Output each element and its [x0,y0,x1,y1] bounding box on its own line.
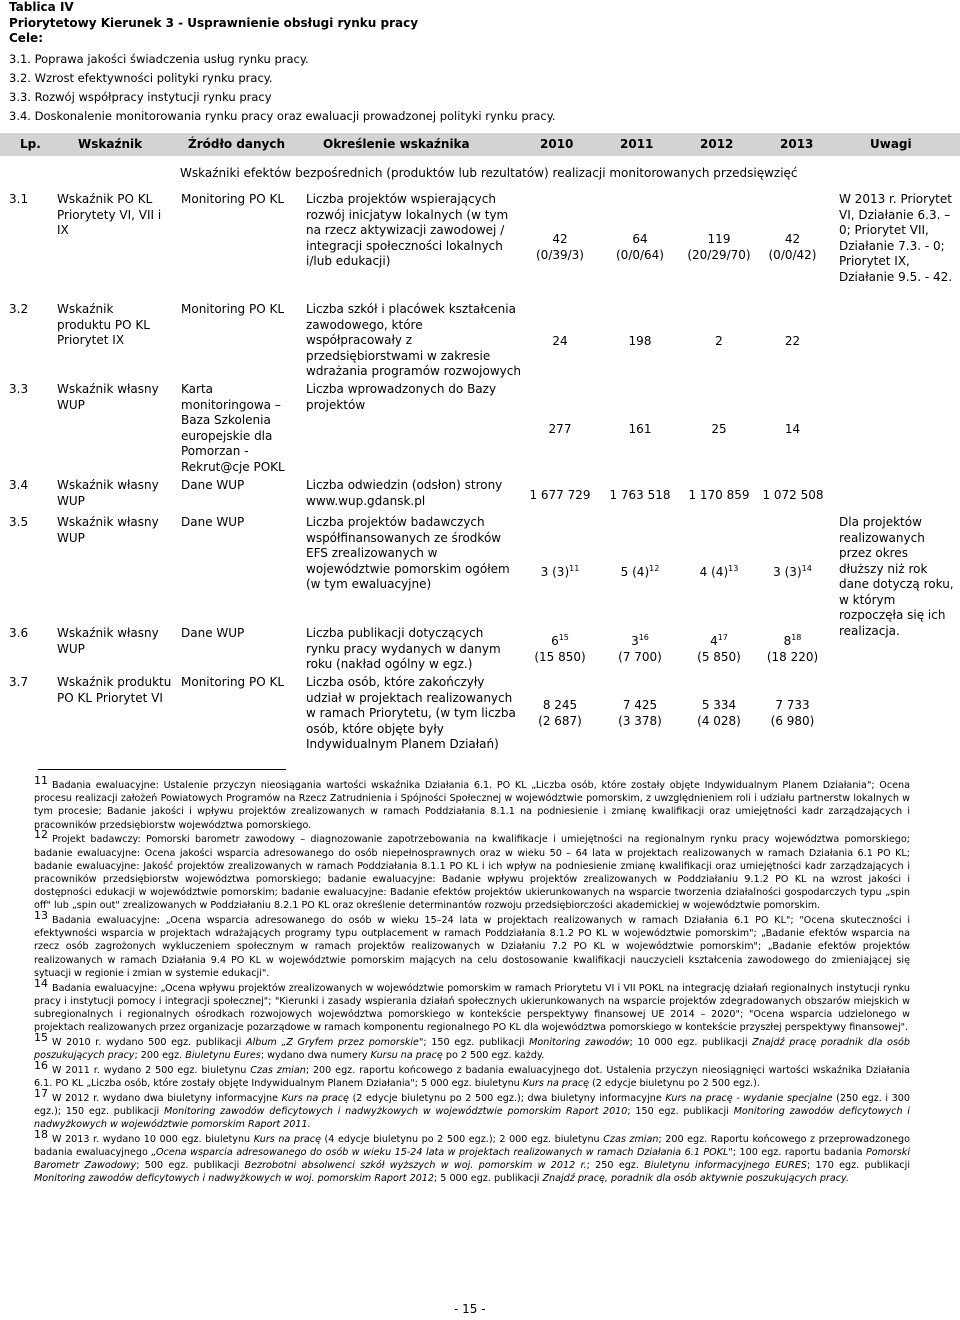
footnote-text: ; 170 egz. publikacji [806,1160,910,1172]
footnote-title: Kurs na pracę [522,1077,590,1089]
footnote-text: W 2010 r. wydano 500 egz. publikacji [52,1036,247,1048]
footnote-title: Kurs na pracę [253,1133,321,1145]
row-definition: Liczba szkół i placówek kształcenia zawodowego, które współpracowały z przedsiębiorstwami w zakresie wdrażania programów rozwojowych [306,302,521,378]
footnote-ref: 18 [791,633,802,642]
value-2011: 64 (0/0/64) [616,232,664,262]
footnote-ref: 14 [801,564,812,573]
value-2010: 1 677 729 [529,488,591,502]
value-2010: 277 [548,422,572,436]
footnote [34,909,910,980]
value-2012: 25 [711,422,727,436]
row-note: Dla projektów realizowanych przez okres dłuższy niż rok dane dotyczą roku, w którym rozpoczęła się ich realizacja. [839,515,954,638]
footnote [34,1030,910,1062]
footnote-title: „Ocena wsparcia adresowanego do osób w wieku 15-24 lata w projektach realizowanych w ramach Działania 6.1 POKL" [151,1146,733,1158]
footnote-title: Kurs na pracę [281,1092,349,1104]
row-definition: Liczba osób, które zakończyły udział w projektach realizowanych w ramach Priorytetu, (w tym liczba osób, które objęte były Indywidualnym Planem Działań) [306,675,516,751]
value-2011: 5 $(4)^{12}$ [620,564,660,579]
value-2011: $3^{16}$ (7 700) [618,633,662,664]
row-source: Karta monitoringowa – Baza Szkolenia europejskie dla Pomorzan - Rekrut@cje POKL [181,382,285,474]
footnote-title: Monitoring zawodów [529,1036,630,1048]
footnote-number: 11 [34,774,48,787]
value-2011: 198 [628,334,652,348]
row-source: Dane WUP [181,515,245,529]
value-2012: 119 (20/29/70) [687,232,751,262]
footnote-title: Monitoring zawodów deficytowych i nadwyżkowych w woj. pomorskim Raport 2012 [34,1173,435,1185]
value-2010: 8 245 (2 687) [538,698,582,728]
value-2010: 42 (0/39/3) [536,232,584,262]
goal-item: 3.2. Wzrost efektywności polityki rynku pracy. [9,70,273,85]
footnote-title: Pomorski Barometr Zawodowy [34,1146,910,1172]
col-header-2012: 2012 [700,137,734,151]
col-header-2013: 2013 [780,137,814,151]
footnote-text: ; 10 000 egz. publikacji [629,1036,753,1048]
row-source: Dane WUP [181,626,245,640]
footnote-text: ; 250 egz. [586,1160,645,1172]
table-title: Tablica IV [9,0,74,14]
footnote [34,1058,910,1090]
row-indicator: Wskaźnik własny WUP [57,515,159,545]
row-lp: 3.2 [9,302,29,316]
value-2013: 14 [784,422,801,436]
value-2010: 3 $(3)^{11}$ [540,564,580,579]
footnote-title: Czas zmian [603,1133,659,1145]
footnote-text: Badania ewaluacyjne: Ustalenie przyczyn nieosiągania wartości wskaźnika Działania 6.1. PO KL „Liczba osób, które zostały objęte Indywidualnym Planem Działania"; Ocena procesu realizacji założeń Powiatowych Programów na Rzecz Zatrudnienia i Spójności Społecznej w województwie pomorskim, z uwzględnieniem roli i udziału partnerstw lokalnych w tym procesie; Badanie jakości i wpływu projektów zrealizowanych w ramach Poddziałania 8.1.1 na podniesienie i zmianę kwalifikacji oraz umiejętności kadr zarządzających i pracowników przedsiębiorstw województwa pomorskiego. [34,780,910,831]
row-lp: 3.7 [9,675,29,689]
footnote-text: ; 150 egz. publikacji [627,1105,734,1117]
footnote-text: ; 100 egz. raportu badania [732,1146,866,1158]
footnote [34,774,910,832]
goals-list [9,50,949,126]
row-source: Monitoring PO KL [181,302,285,316]
footnote-title: Bezrobotni absolwenci szkół wyższych w woj. pomorskim w 2012 r. [244,1160,587,1172]
document-heading [9,0,949,126]
col-header-2010: 2010 [540,137,574,151]
row-lp: 3.3 [9,382,29,396]
footnote-separator [38,769,286,770]
col-header-definition: Określenie wskaźnika [323,137,470,151]
footnote-text: ; 200 egz. raportu końcowego z badania ewaluacyjnego dot. Ustalenia przyczyn nieosiągnięci wartości wskaźnika Działania 6.1. PO KL „Liczba osób, które zostały objęte Indywidualnym Planem Działania"; 5 000 egz. biuletynu [34,1064,910,1089]
footnote-ref: 17 [717,633,728,642]
row-definition: Liczba wprowadzonych do Bazy projektów [306,382,497,412]
footnote [34,976,910,1035]
footnote-title: Biuletynu Eures [185,1050,261,1062]
row-definition: Liczba projektów badawczych współfinansowanych ze środków EFS zrealizowanych w województwie pomorskim ogółem (w tym ewaluacyjne) [306,515,510,591]
goal-item: 3.3. Rozwój współpracy instytucji rynku pracy [9,89,272,104]
footnote-text: (2 edycje biuletynu po 2 500 egz.); dwa biuletyny informacyjne [348,1092,666,1104]
footnote-text: ; 500 egz. publikacji [136,1160,245,1172]
row-indicator: Wskaźnik produktu PO KL Priorytet IX [57,302,150,347]
footnote-text: ; 200 egz. [134,1050,186,1062]
value-2012: 1 170 859 [688,488,750,502]
footnote-text: po 2 500 egz. każdy. [442,1050,545,1062]
value-2010: 24 [552,334,568,348]
footnote [34,828,910,912]
value-2011: 161 [628,422,652,436]
goal-item: 3.4. Doskonalenie monitorowania rynku pracy oraz ewaluacji prowadzonej polityki rynku pracy. [9,108,556,123]
footnote-text: Badania ewaluacyjne: „Ocena wpływu projektów zrealizowanych w województwie pomorskim w ramach Priorytetu VI i VII POKL na integrację działań regionalnych instytucji rynku pracy i instytucji pomocy i integracji społecznej"; "Kierunki i zasady wspierania działań społecznych ukierunkowanych na wsparcie projektów zdegradowanych obszarów miejskich w subregionalnych i regionalnych ośrodkach rozwojowych województwa pomorskiego w kontekście perspektywy finansowej UE 2014 – 2020"; "Ocena wsparcia udzielonego w projektach realizowanych przez organizacje pozarządowe w ramach komponentu regionalnego PO KL dla województwa pomorskiego w kontekście przyszłej perspektywy finansowej". [34,982,910,1034]
footnote-text: (2 edycje biuletynu po 2 500 egz.). [589,1077,760,1089]
footnote-title: Biuletynu informacyjnego EURES [644,1160,807,1172]
value-2012: $4^{17}$ (5 850) [697,633,741,664]
row-lp: 3.5 [9,515,29,529]
footnote-title: Czas zmian [250,1064,306,1076]
footnote-text: ; wydano dwa numery [260,1050,371,1062]
value-2012: 4 $(4)^{13}$ [699,564,739,579]
goal-item: 3.1. Poprawa jakości świadczenia usług rynku pracy. [9,51,309,66]
footnote-title: Monitoring zawodów deficytowych i nadwyżkowych w województwie pomorskim Raport 2011. [34,1105,910,1131]
footnotes [34,774,910,1186]
value-2013: $8^{18}$ (18 220) [766,633,819,664]
footnote-title: Kurs na pracę - wydanie specjalne [665,1092,833,1104]
footnote-number: 16 [34,1058,48,1072]
row-definition: Liczba odwiedzin (odsłon) strony www.wup.gdansk.pl [306,478,503,508]
footnote-title: Kursu na pracę [370,1050,443,1062]
row-lp: 3.1 [9,192,29,206]
footnote-number: 12 [34,828,48,842]
row-source: Dane WUP [181,478,245,492]
value-2013: 1 072 508 [762,488,824,502]
footnote-ref: 15 [558,633,569,642]
footnote-title: Album „Z Gryfem przez pomorskie" [246,1036,424,1048]
col-header-lp: Lp. [20,137,41,151]
col-header-notes: Uwagi [870,137,912,151]
row-lp: 3.6 [9,626,29,640]
footnote-title: Monitoring zawodów deficytowych i nadwyżkowych w województwie pomorskim Raport 2010 [164,1105,628,1117]
value-2013: 42 (0/0/42) [768,232,817,262]
footnote-text: Projekt badawczy: Pomorski barometr zawodowy – diagnozowanie zapotrzebowania na kwalifikacje i umiejętności na regionalnym rynku pracy województwa pomorskiego; badanie ewaluacyjne: Ocena jakości wsparcia adresowanego do osób niepełnosprawnych oraz w wieku 50 – 64 lata w projektach realizowanych w ramach Działania 6.1 PO KL; badanie ewaluacyjne: Jakość projektów zrealizowanych w ramach Poddziałania 8.1.1 PO KL i ich wpływ na podniesienie zmianę kwalifikacji oraz umiejętności kadr zarządzających i pracowników przedsiębiorstw województwa pomorskiego; badanie ewaluacyjne: Badanie wpływu projektów zrealizowanych w Poddziałaniu 9.1.2 PO KL na wzrost jakości i dostępności edukacji w województwie pomorskim; badanie ewaluacyjne: Badanie efektów projektów ukierunkowanych na wsparcie tworzenia działalności gospodarczych typu „spin off" lub „spin out" zrealizowanych w Poddziałaniu 8.2.1 PO KL oraz określenie determinantów rozwoju przedsiębiorczości akademickiej w województwie pomorskim. [34,834,910,912]
footnote-ref: 16 [638,633,649,642]
col-header-indicator: Wskaźnik [78,137,143,151]
footnote-text: Badania ewaluacyjne: „Ocena wsparcia adresowanego do osób w wieku 15–24 lata w projektach realizowanych w ramach Działania 6.1 PO KL"; "Ocena skuteczności i efektywności wsparcia w projektach wdrażających programy typu outplacement w ramach Poddziałania 8.1.2 PO KL w województwie pomorskim"; „Badanie efektów wsparcia na rzecz osób zagrożonych wykluczeniem społecznym w ramach projektów realizowanych w Działaniu 7.2 PO KL w województwie pomorskim"; „Badanie efektów projektów realizowanych w ramach Działania 9.4 PO KL w województwie pomorskim mających na celu dostosowanie kwalifikacji nauczycieli kształcenia zawodowego do zmieniającej się sytuacji w regionie i zmian w systemie edukacji". [34,915,910,979]
footnote [34,1086,910,1132]
value-2011: 1 763 518 [609,488,671,502]
row-source: Monitoring PO KL [181,192,285,206]
footnote-text: (250 egz. i 300 egz.); 150 egz. publikacji [34,1092,910,1117]
footnote-number: 18 [34,1127,48,1141]
value-2011: 7 425 (3 378) [618,698,662,728]
footnote-number: 14 [34,976,48,990]
value-2010: $6^{15}$ (15 850) [534,633,586,664]
value-2013: 3 $(3)^{14}$ [773,564,812,579]
row-indicator: Wskaźnik własny WUP [57,626,159,656]
value-2013: 7 733 (6 980) [770,698,815,728]
goals-label: Cele: [9,31,43,45]
page-number: - 15 - [454,1302,486,1316]
row-indicator: Wskaźnik produktu PO KL Priorytet VI [57,675,172,705]
footnote-number: 13 [34,909,48,923]
value-2012: 2 [715,334,723,348]
row-indicator: Wskaźnik PO KL Priorytety VI, VII i IX [57,192,162,237]
table-header-band [0,133,960,156]
row-indicator: Wskaźnik własny WUP [57,382,159,412]
footnote-ref: 13 [728,564,739,573]
value-2012: 5 334 (4 028) [697,698,741,728]
footnote [34,1127,910,1186]
row-source: Monitoring PO KL [181,675,285,689]
row-note: W 2013 r. Priorytet VI, Działanie 6.3. – 0; Priorytet VII, Działanie 7.3. - 0; Priorytet IX, Działanie 9.5. - 42. [839,192,953,284]
priority-title: Priorytetowy Kierunek 3 - Usprawnienie obsługi rynku pracy [9,15,419,30]
footnote-text: (4 edycje biuletynu po 2 500 egz.); 2 000 egz. biuletynu [320,1133,604,1145]
row-indicator: Wskaźnik własny WUP [57,478,159,508]
footnote-title: Znajdź pracę, poradnik dla osób aktywnie poszukujących pracy. [542,1173,849,1185]
footnote-text: ; 150 egz. publikacji [423,1036,530,1048]
col-header-source: Źródło danych [188,137,286,151]
value-2013: 22 [784,334,801,348]
footnote-ref: 11 [569,564,580,573]
col-header-2011: 2011 [620,137,654,151]
footnote-text: W 2012 r. wydano dwa biuletyny informacyjne [52,1092,282,1104]
footnote-text: W 2011 r. wydano 2 500 egz. biuletynu [52,1064,251,1076]
footnote-number: 15 [34,1030,48,1044]
section-title: Wskaźniki efektów bezpośrednich (produktów lub rezultatów) realizacji monitorowanych przedsięwzięć [180,166,798,180]
row-definition: Liczba publikacji dotyczących rynku pracy wydanych w danym roku (nakład ogólny w egz.) [306,626,501,671]
footnote-ref: 12 [649,564,660,573]
footnote-text: ; 5 000 egz. publikacji [434,1173,543,1185]
footnote-text: ; 200 egz. Raportu końcowego z przeprowadzonego badania ewaluacyjnego [34,1133,910,1158]
footnote-text: W 2013 r. wydano 10 000 egz. biuletynu [52,1133,254,1145]
footnote-title: Znajdź pracę poradnik dla osób poszukujących pracy [34,1036,910,1062]
row-lp: 3.4 [9,478,29,492]
footnote-number: 17 [34,1086,48,1100]
row-definition: Liczba projektów wspierających rozwój inicjatyw lokalnych (w tym na rzecz aktywizacji zawodowej / integracji społeczności lokalnych i/lub edukacji) [306,192,509,268]
